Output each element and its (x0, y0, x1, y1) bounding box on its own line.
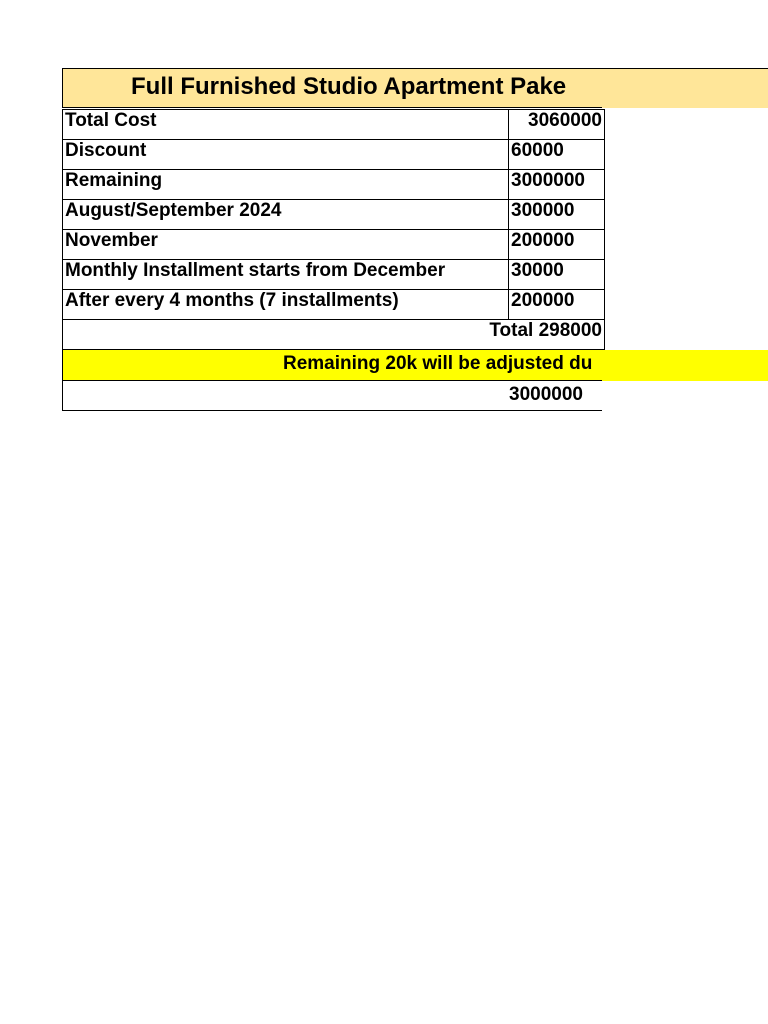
row-value[interactable]: 3060000 (509, 110, 605, 140)
row-value[interactable]: 200000 (509, 290, 605, 320)
sheet-title[interactable]: Full Furnished Studio Apartment Pake (62, 68, 602, 108)
total-cell[interactable]: Total 298000 (63, 320, 605, 350)
table-row (63, 290, 605, 320)
row-label[interactable]: Remaining (63, 170, 509, 200)
note-fill-extension (602, 350, 768, 381)
table-row (63, 200, 605, 230)
row-label[interactable]: November (63, 230, 509, 260)
final-row[interactable] (62, 381, 602, 411)
row-label[interactable]: August/September 2024 (63, 200, 509, 230)
table-row (63, 140, 605, 170)
cost-table (62, 109, 605, 350)
row-value[interactable]: 60000 (509, 140, 605, 170)
table-row (63, 110, 605, 140)
row-value[interactable]: 3000000 (509, 170, 605, 200)
row-value[interactable]: 30000 (509, 260, 605, 290)
table-row (63, 170, 605, 200)
total-row (63, 320, 605, 350)
title-fill-extension (602, 68, 768, 108)
row-label[interactable]: After every 4 months (7 installments) (63, 290, 509, 320)
adjustment-note[interactable]: Remaining 20k will be adjusted du (62, 350, 602, 381)
title-row (62, 68, 768, 109)
row-label[interactable]: Discount (63, 140, 509, 170)
table-row (63, 260, 605, 290)
table-row (63, 230, 605, 260)
final-value: 3000000 (509, 384, 583, 405)
row-value[interactable]: 300000 (509, 200, 605, 230)
row-label[interactable]: Monthly Installment starts from December (63, 260, 509, 290)
row-label[interactable]: Total Cost (63, 110, 509, 140)
spreadsheet (62, 68, 768, 411)
row-value[interactable]: 200000 (509, 230, 605, 260)
note-row (62, 350, 768, 381)
